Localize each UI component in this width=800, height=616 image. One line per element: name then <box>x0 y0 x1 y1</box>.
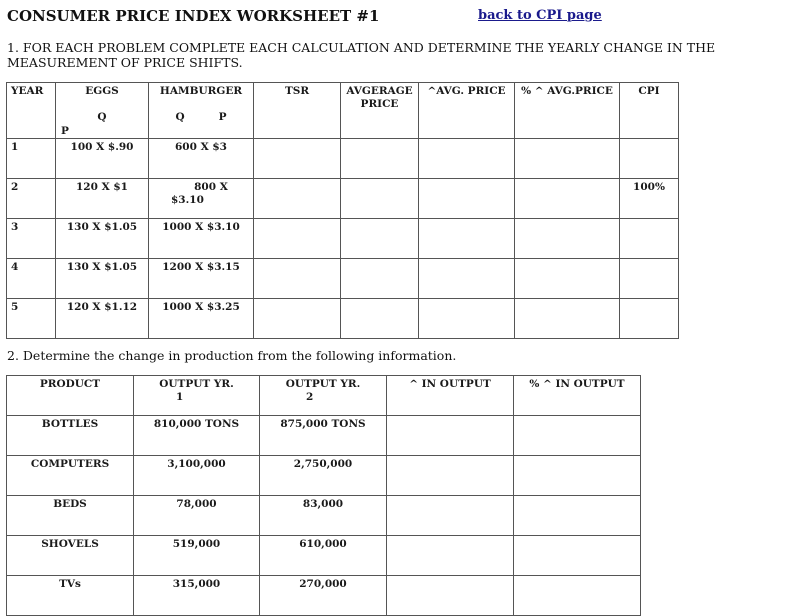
table-row <box>7 496 641 536</box>
output-yr2-line1: OUTPUT YR. <box>285 378 361 390</box>
output-yr1-line2: 1 <box>176 391 184 403</box>
change-output-cell[interactable] <box>387 496 514 536</box>
output-yr2-cell: 610,000 <box>260 536 387 576</box>
hamburger-q-label: Q <box>175 111 185 123</box>
cpi-cell[interactable] <box>620 219 679 259</box>
output-yr1-cell: 78,000 <box>134 496 260 536</box>
product-cell: SHOVELS <box>7 536 134 576</box>
table-row <box>7 536 641 576</box>
header-product: PRODUCT <box>7 376 134 416</box>
tsr-cell[interactable] <box>254 259 341 299</box>
eggs-cell: 120 X $1.12 <box>56 299 149 339</box>
year-cell: 2 <box>7 179 56 219</box>
product-cell: BOTTLES <box>7 416 134 456</box>
pct-change-avg-price-cell[interactable] <box>515 139 620 179</box>
page-title: CONSUMER PRICE INDEX WORKSHEET #1 <box>7 7 380 25</box>
section1-instruction: 1. FOR EACH PROBLEM COMPLETE EACH CALCULATION AND DETERMINE THE YEARLY CHANGE IN THE MEASUREMENT OF PRICE SHIFTS. <box>7 40 716 70</box>
pct-change-output-cell[interactable] <box>514 416 641 456</box>
avg-price-cell[interactable] <box>341 259 419 299</box>
product-cell: BEDS <box>7 496 134 536</box>
pct-change-output-cell[interactable] <box>514 536 641 576</box>
header-cpi: CPI <box>620 83 679 139</box>
hamburger-cell: 1000 X $3.25 <box>149 299 254 339</box>
change-avg-price-cell[interactable] <box>419 259 515 299</box>
avg-price-cell[interactable] <box>341 179 419 219</box>
output-yr1-cell: 810,000 TONS <box>134 416 260 456</box>
pct-change-avg-price-cell[interactable] <box>515 259 620 299</box>
cpi-table <box>6 82 679 339</box>
production-table <box>6 375 641 616</box>
header-change-avg-price: ^AVG. PRICE <box>419 83 515 139</box>
output-yr1-line1: OUTPUT YR. <box>159 378 234 390</box>
change-output-cell[interactable] <box>387 416 514 456</box>
change-output-cell[interactable] <box>387 576 514 616</box>
eggs-cell: 120 X $1 <box>56 179 149 219</box>
year-cell: 4 <box>7 259 56 299</box>
pct-change-avg-price-cell[interactable] <box>515 299 620 339</box>
product-cell: COMPUTERS <box>7 456 134 496</box>
tsr-cell[interactable] <box>254 299 341 339</box>
section2-instruction: 2. Determine the change in production from the following information. <box>7 348 457 363</box>
header-pct-change-output: % ^ IN OUTPUT <box>514 376 641 416</box>
hamburger-cell: 1000 X $3.10 <box>149 219 254 259</box>
eggs-cell: 130 X $1.05 <box>56 219 149 259</box>
output-yr1-cell: 315,000 <box>134 576 260 616</box>
change-output-cell[interactable] <box>387 536 514 576</box>
change-avg-price-cell[interactable] <box>419 299 515 339</box>
header-row <box>7 376 641 416</box>
tsr-cell[interactable] <box>254 139 341 179</box>
avg-price-cell[interactable] <box>341 139 419 179</box>
avg-price-cell[interactable] <box>341 299 419 339</box>
output-yr1-cell: 519,000 <box>134 536 260 576</box>
pct-change-output-cell[interactable] <box>514 576 641 616</box>
hamburger-cell: 600 X $3 <box>149 139 254 179</box>
output-yr1-cell: 3,100,000 <box>134 456 260 496</box>
hamburger-label: HAMBURGER <box>159 85 243 97</box>
cpi-cell[interactable] <box>620 139 679 179</box>
back-to-cpi-link[interactable]: back to CPI page <box>478 8 602 23</box>
eggs-label: EGGS <box>85 85 119 97</box>
header-change-output: ^ IN OUTPUT <box>387 376 514 416</box>
hamburger-cell: 1200 X $3.15 <box>149 259 254 299</box>
year-cell: 3 <box>7 219 56 259</box>
tsr-cell[interactable] <box>254 219 341 259</box>
table-row <box>7 259 679 299</box>
avg-price-cell[interactable] <box>341 219 419 259</box>
eggs-cell: 130 X $1.05 <box>56 259 149 299</box>
pct-change-output-cell[interactable] <box>514 496 641 536</box>
header-output-yr2 <box>260 376 387 416</box>
output-yr2-cell: 875,000 TONS <box>260 416 387 456</box>
cpi-cell[interactable]: 100% <box>620 179 679 219</box>
cpi-cell[interactable] <box>620 259 679 299</box>
table-row <box>7 299 679 339</box>
eggs-p-label: P <box>61 125 69 137</box>
hamburger-p-label: P <box>218 111 227 123</box>
pct-change-output-cell[interactable] <box>514 456 641 496</box>
output-yr2-line2: 2 <box>306 391 314 403</box>
cpi-cell[interactable] <box>620 299 679 339</box>
table-row <box>7 219 679 259</box>
header-eggs <box>56 83 149 139</box>
output-yr2-cell: 2,750,000 <box>260 456 387 496</box>
table-row <box>7 139 679 179</box>
header-year: YEAR <box>7 83 56 139</box>
header-pct-change-avg-price: % ^ AVG.PRICE <box>515 83 620 139</box>
table-row <box>7 416 641 456</box>
hamburger-cell-line2: $3.10 <box>171 194 204 206</box>
change-avg-price-cell[interactable] <box>419 139 515 179</box>
change-avg-price-cell[interactable] <box>419 179 515 219</box>
output-yr2-cell: 83,000 <box>260 496 387 536</box>
year-cell: 5 <box>7 299 56 339</box>
eggs-q-label: Q <box>97 111 107 123</box>
table-row <box>7 179 679 219</box>
header-tsr: TSR <box>254 83 341 139</box>
pct-change-avg-price-cell[interactable] <box>515 179 620 219</box>
hamburger-cell-line1: 800 X <box>194 181 228 193</box>
header-hamburger <box>149 83 254 139</box>
hamburger-cell <box>149 179 254 219</box>
table-row <box>7 576 641 616</box>
output-yr2-cell: 270,000 <box>260 576 387 616</box>
year-cell: 1 <box>7 139 56 179</box>
change-output-cell[interactable] <box>387 456 514 496</box>
pct-change-avg-price-cell[interactable] <box>515 219 620 259</box>
change-avg-price-cell[interactable] <box>419 219 515 259</box>
header-avg-price: AVGERAGE PRICE <box>341 83 419 139</box>
tsr-cell[interactable] <box>254 179 341 219</box>
product-cell: TVs <box>7 576 134 616</box>
header-row <box>7 83 679 139</box>
eggs-cell: 100 X $.90 <box>56 139 149 179</box>
table-row <box>7 456 641 496</box>
header-output-yr1 <box>134 376 260 416</box>
